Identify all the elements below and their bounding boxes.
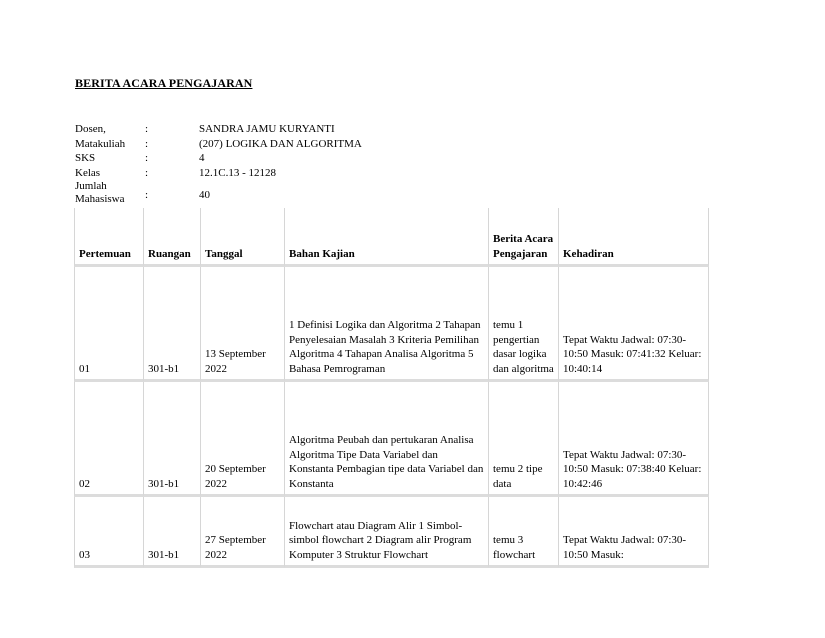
table-row (74, 382, 709, 497)
header-ruangan: Ruangan (144, 208, 201, 267)
cell-ruangan: 301-b1 (144, 497, 201, 568)
header-tanggal: Tanggal (201, 208, 285, 267)
cell-tanggal: 13 September 2022 (201, 267, 285, 382)
info-value-dosen: SANDRA JAMU KURYANTI (199, 123, 335, 135)
info-colon: : (145, 189, 149, 201)
info-label: Dosen, (75, 123, 106, 135)
cell-kehadiran: Tepat Waktu Jadwal: 07:30-10:50 Masuk: (559, 497, 709, 568)
info-label: SKS (75, 152, 96, 164)
info-value-sks: 4 (199, 152, 205, 164)
cell-bahan-kajian: Flowchart atau Diagram Alir 1 Simbol-simbol flowchart 2 Diagram alir Program Komputer 3 Struktur Flowchart (285, 497, 489, 568)
cell-bahan-kajian: 1 Definisi Logika dan Algoritma 2 Tahapan Penyelesaian Masalah 3 Kriteria Pemilihan Algoritma 4 Tahapan Analisa Algoritma 5 Bahasa Pemrograman (285, 267, 489, 382)
cell-berita-acara: temu 1 pengertian dasar logika dan algoritma (489, 267, 559, 382)
info-label: Matakuliah (75, 137, 126, 150)
document-title: BERITA ACARA PENGAJARAN (75, 76, 253, 90)
cell-ruangan: 301-b1 (144, 267, 201, 382)
info-colon: : (145, 166, 149, 179)
info-value-jumlah-mahasiswa: 40 (199, 189, 210, 201)
cell-bahan-kajian: Algoritma Peubah dan pertukaran Analisa Algoritma Tipe Data Variabel dan Konstanta Pembagian tipe data Variabel dan Konstanta (285, 382, 489, 497)
teaching-log-table (74, 208, 709, 568)
header-pertemuan: Pertemuan (74, 208, 144, 267)
header-berita-acara: Berita Acara Pengajaran (489, 208, 559, 267)
table-row (74, 267, 709, 382)
cell-tanggal: 20 September 2022 (201, 382, 285, 497)
info-label: Kelas (75, 166, 101, 179)
info-label: Jumlah Mahasiswa (75, 180, 125, 205)
cell-berita-acara: temu 3 flowchart (489, 497, 559, 568)
cell-ruangan: 301-b1 (144, 382, 201, 497)
cell-pertemuan: 01 (74, 267, 144, 382)
info-value-matakuliah: (207) LOGIKA DAN ALGORITMA (199, 137, 362, 150)
cell-kehadiran: Tepat Waktu Jadwal: 07:30-10:50 Masuk: 07:41:32 Keluar: 10:40:14 (559, 267, 709, 382)
info-value-kelas: 12.1C.13 - 12128 (199, 166, 276, 179)
cell-berita-acara: temu 2 tipe data (489, 382, 559, 497)
table-header-row (74, 208, 709, 267)
info-colon: : (145, 123, 149, 135)
info-colon: : (145, 152, 149, 164)
table-row (74, 497, 709, 568)
cell-kehadiran: Tepat Waktu Jadwal: 07:30-10:50 Masuk: 07:38:40 Keluar: 10:42:46 (559, 382, 709, 497)
header-kehadiran: Kehadiran (559, 208, 709, 267)
cell-pertemuan: 02 (74, 382, 144, 497)
header-bahan-kajian: Bahan Kajian (285, 208, 489, 267)
info-colon: : (145, 137, 149, 150)
cell-tanggal: 27 September 2022 (201, 497, 285, 568)
cell-pertemuan: 03 (74, 497, 144, 568)
